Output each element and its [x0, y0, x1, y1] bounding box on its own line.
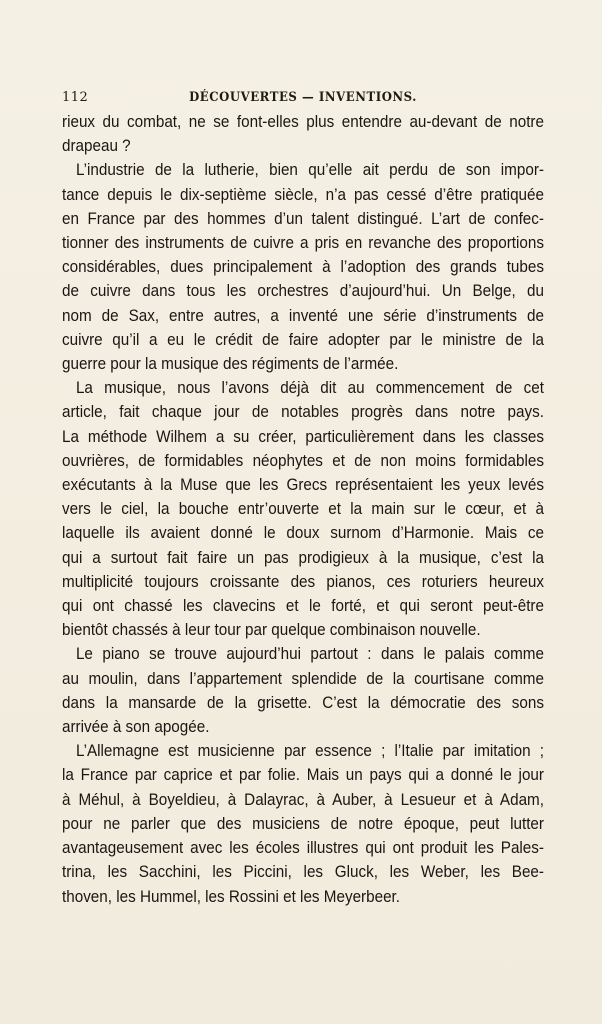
paragraph	[62, 376, 544, 642]
text-line: thoven, les Hummel, les Rossini et les Meyerbeer.	[62, 887, 401, 906]
text-line: multiplicité toujours croissante des pianos, ces roturiers heureux	[62, 572, 544, 591]
text-line: trina, les Sacchini, les Piccini, les Gluck, les Weber, les Bee-	[62, 863, 544, 882]
text-line: La musique, nous l’avons déjà dit au commencement de cet	[75, 379, 544, 398]
page-number: 112	[62, 90, 89, 105]
text-line: guerre pour la musique des régiments de l’armée.	[62, 355, 399, 374]
paragraph	[62, 110, 544, 158]
paragraph	[62, 739, 544, 908]
text-line: rieux du combat, ne se font-elles plus entendre au-devant de notre	[62, 113, 544, 131]
text-line: considérables, dues principalement à l’adoption des grands tubes	[62, 258, 544, 277]
body-text	[62, 110, 544, 909]
text-line: L’Allemagne est musicienne par essence ; l’Italie par imitation ;	[75, 742, 544, 761]
text-line: à Méhul, à Boyeldieu, à Dalayrac, à Auber, à Lesueur et à Adam,	[62, 790, 544, 809]
text-line: qui a surtout fait faire un pas prodigieux à la musique, c’est la	[62, 548, 544, 567]
text-line: en France par des hommes d’un talent distingué. L’art de confec-	[62, 209, 544, 228]
text-line: nom de Sax, entre autres, a inventé une série d’instruments de	[62, 306, 544, 325]
text-line: cuivre qu’il a eu le crédit de faire adopter par le ministre de la	[62, 330, 544, 349]
text-line: Le piano se trouve aujourd’hui partout : dans le palais comme	[75, 645, 544, 664]
text-line: ouvrières, de formidables néophytes et de non moins formidables	[62, 451, 544, 470]
text-line: tionner des instruments de cuivre a pris en revanche des proportions	[62, 234, 544, 253]
text-line: la France par caprice et par folie. Mais un pays qui a donné le jour	[62, 766, 544, 785]
text-line: dans la mansarde de la grisette. C’est la démocratie des sons	[62, 693, 544, 712]
text-line: avantageusement avec les écoles illustres qui ont produit les Pales-	[62, 839, 544, 858]
text-line: vers le ciel, la bouche entr’ouverte et la main sur le cœur, et à	[62, 500, 544, 519]
text-line: drapeau ?	[62, 137, 131, 156]
text-line: laquelle ils avaient donné le doux surnom d’Harmonie. Mais ce	[62, 524, 544, 543]
text-line: de cuivre dans tous les orchestres d’aujourd’hui. Un Belge, du	[62, 282, 544, 301]
paragraph	[62, 158, 544, 376]
text-line: exécutants à la Muse que les Grecs représentaient les yeux levés	[62, 476, 544, 495]
text-line: au moulin, dans l’appartement splendide de la courtisane comme	[62, 669, 544, 688]
text-line: arrivée à son apogée.	[62, 718, 210, 737]
text-line: bientôt chassés à leur tour par quelque combinaison nouvelle.	[62, 621, 481, 640]
text-line: article, fait chaque jour de notables progrès dans notre pays.	[62, 403, 544, 422]
text-line: qui ont chassé les clavecins et le forté, et qui seront peut-être	[62, 597, 544, 616]
text-line: La méthode Wilhem a su créer, particulièrement dans les classes	[62, 427, 544, 446]
text-line: pour ne parler que des musiciens de notre époque, peut lutter	[62, 814, 544, 833]
paragraph	[62, 642, 544, 739]
running-head: DÉCOUVERTES — INVENTIONS.	[189, 90, 417, 105]
text-line: L’industrie de la lutherie, bien qu’elle ait perdu de son impor-	[75, 161, 544, 180]
page-header	[62, 86, 544, 110]
text-line: tance depuis le dix-septième siècle, n’a pas cessé d’être pratiquée	[62, 185, 544, 204]
